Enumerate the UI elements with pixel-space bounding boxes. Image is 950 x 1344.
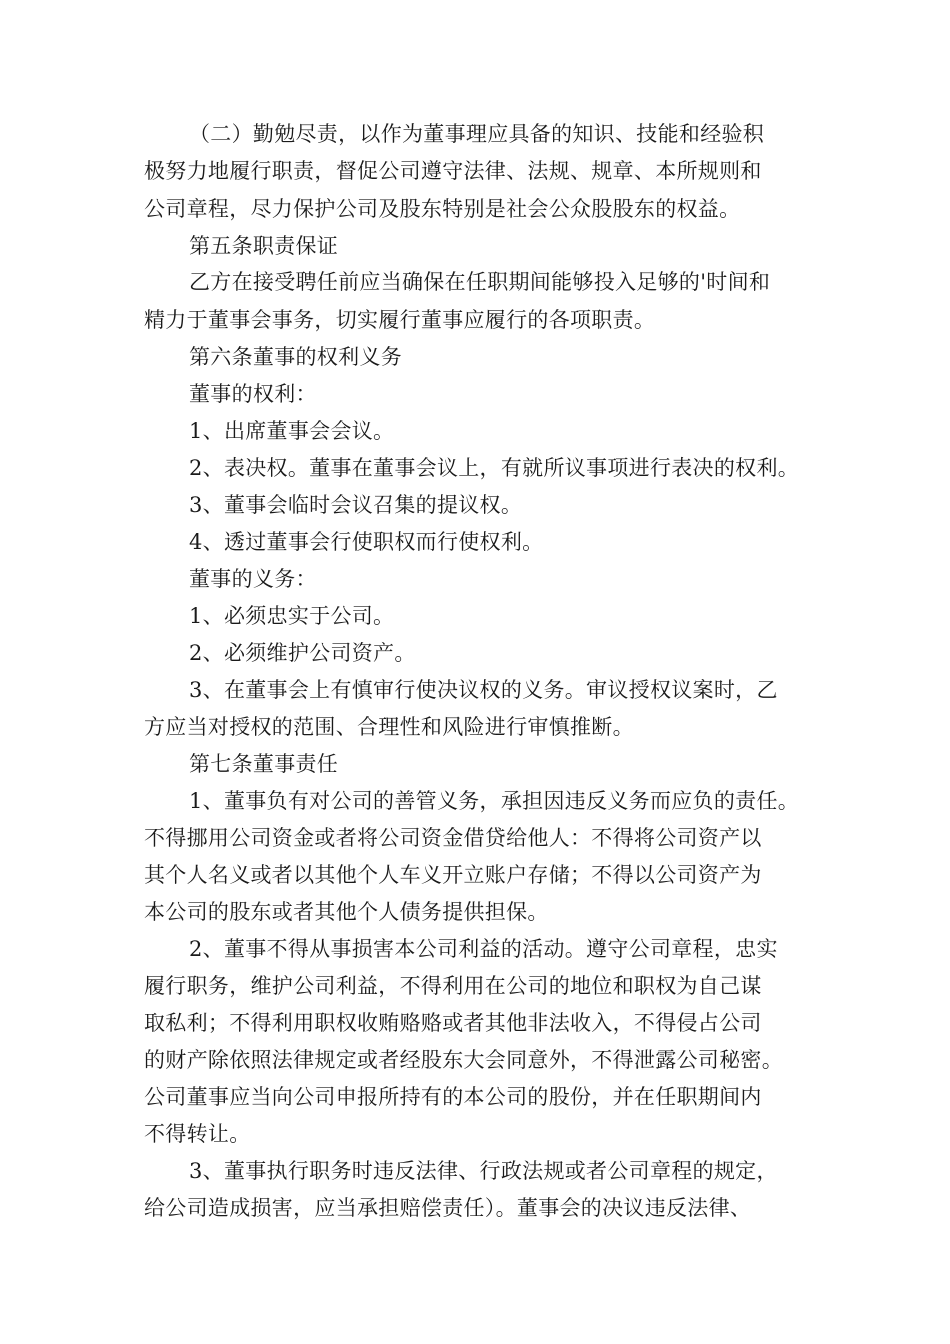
section-heading: 第六条董事的权利义务	[189, 345, 402, 369]
text-line: （二）勤勉尽责，以作为董事理应具备的知识、技能和经验积	[189, 122, 765, 146]
text-line: 给公司造成损害，应当承担赔偿责任）。董事会的决议违反法律、	[144, 1196, 752, 1220]
list-item: 2、董事不得从事损害本公司利益的活动。遵守公司章程，忠实	[189, 937, 778, 961]
list-item: 3、在董事会上有慎审行使决议权的义务。审议授权议案时，乙	[189, 678, 778, 702]
text-line: 取私利；不得利用职权收贿赂赂或者其他非法收入，不得侵占公司	[144, 1011, 762, 1035]
list-item: 3、董事会临时会议召集的提议权。	[189, 493, 523, 517]
text-line: 其个人名义或者以其他个人车义开立账户存储；不得以公司资产为	[144, 863, 762, 887]
list-item: 1、必须忠实于公司。	[189, 604, 395, 628]
list-item: 3、董事执行职务时违反法律、行政法规或者公司章程的规定，	[189, 1159, 778, 1183]
text-line: 乙方在接受聘任前应当确保在任职期间能够投入足够的'时间和	[189, 270, 771, 294]
text-line: 本公司的股东或者其他个人债务提供担保。	[144, 900, 549, 924]
text-line: 公司章程，尽力保护公司及股东特别是社会公众股股东的权益。	[144, 197, 741, 221]
list-item: 2、必须维护公司资产。	[189, 641, 416, 665]
list-item: 4、透过董事会行使职权而行使权利。	[189, 530, 544, 554]
text-line: 极努力地履行职责，督促公司遵守法律、法规、规章、本所规则和	[144, 159, 762, 183]
text-line: 公司董事应当向公司申报所持有的本公司的股份，并在任职期间内	[144, 1085, 762, 1109]
list-item: 1、董事负有对公司的善管义务，承担因违反义务而应负的责任。	[189, 789, 800, 813]
text-line: 方应当对授权的范围、合理性和风险进行审慎推断。	[144, 715, 634, 739]
text-line: 履行职务，维护公司利益，不得利用在公司的地位和职权为自己谋	[144, 974, 762, 998]
section-heading: 第五条职责保证	[189, 234, 339, 258]
list-item: 2、表决权。董事在董事会议上，有就所议事项进行表决的权利。	[189, 456, 800, 480]
list-item: 1、出席董事会会议。	[189, 419, 395, 443]
subheading: 董事的权利：	[189, 382, 317, 406]
text-line: 的财产除依照法律规定或者经股东大会同意外，不得泄露公司秘密。	[144, 1048, 783, 1072]
text-line: 不得转让。	[144, 1122, 251, 1146]
section-heading: 第七条董事责任	[189, 752, 339, 776]
text-line: 不得挪用公司资金或者将公司资金借贷给他人：不得将公司资产以	[144, 826, 762, 850]
text-line: 精力于董事会事务，切实履行董事应履行的各项职责。	[144, 308, 656, 332]
subheading: 董事的义务：	[189, 567, 317, 591]
